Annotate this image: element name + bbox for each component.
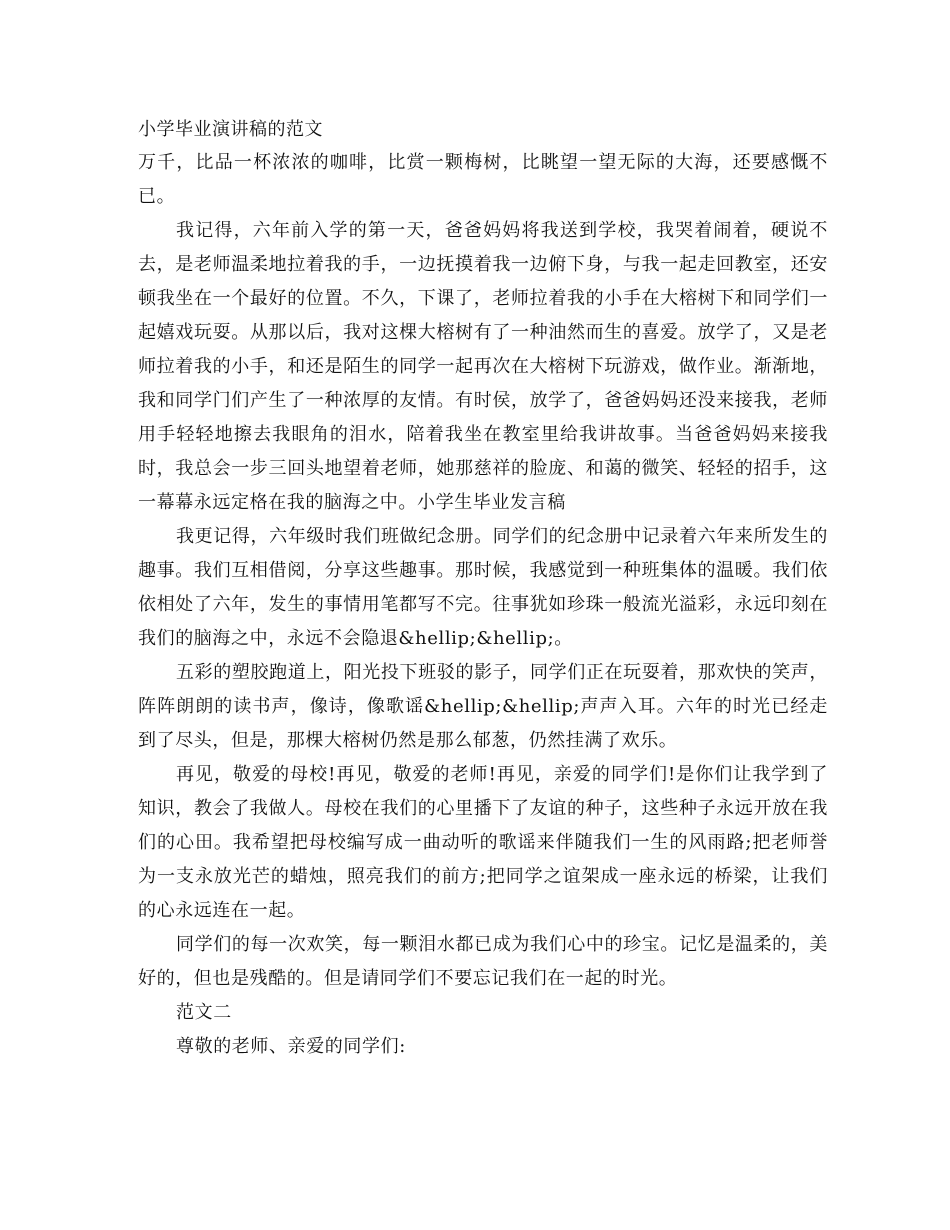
paragraph-4: 五彩的塑胶跑道上，阳光投下班驳的影子，同学们正在玩耍着，那欢快的笑声，阵阵朗朗的读书声，像诗，像歌谣&hellip;&hellip;声声入耳。六年的时光已经走到了尽头，但是，那棵大榕树仍然是那么郁葱，仍然挂满了欢乐。	[138, 662, 828, 751]
paragraph-1: 万千，比品一杯浓浓的咖啡，比赏一颗梅树，比眺望一望无际的大海，还要感慨不已。	[138, 152, 828, 207]
paragraph-3: 我更记得，六年级时我们班做纪念册。同学们的纪念册中记录着六年来所发生的趣事。我们互相借阅，分享这些趣事。那时候，我感觉到一种班集体的温暖。我们依依相处了六年，发生的事情用笔都写不完。往事犹如珍珠一般流光溢彩，永远印刻在我们的脑海之中，永远不会隐退&hellip;&hellip;。	[138, 526, 828, 649]
paragraph-5: 再见，敬爱的母校!再见，敬爱的老师!再见，亲爱的同学们!是你们让我学到了知识，教会了我做人。母校在我们的心里播下了友谊的种子，这些种子永远开放在我们的心田。我希望把母校编写成一曲动听的歌谣来伴随我们一生的风雨路;把老师誉为一支永放光芒的蜡烛，照亮我们的前方;把同学之谊架成一座永远的桥梁，让我们的心永远连在一起。	[138, 764, 828, 921]
paragraph-2: 我记得，六年前入学的第一天，爸爸妈妈将我送到学校，我哭着闹着，硬说不去，是老师温柔地拉着我的手，一边抚摸着我一边俯下身，与我一起走回教室，还安顿我坐在一个最好的位置。不久，下课了，老师拉着我的小手在大榕树下和同学们一起嬉戏玩耍。从那以后，我对这棵大榕树有了一种油然而生的喜爱。放学了，又是老师拉着我的小手，和还是陌生的同学一起再次在大榕树下玩游戏，做作业。渐渐地，我和同学门们产生了一种浓厚的友情。有时侯，放学了，爸爸妈妈还没来接我，老师用手轻轻地擦去我眼角的泪水，陪着我坐在教室里给我讲故事。当爸爸妈妈来接我时，我总会一步三回头地望着老师，她那慈祥的脸庞、和蔼的微笑、轻轻的招手，这一幕幕永远定格在我的脑海之中。小学生毕业发言稿	[138, 220, 828, 513]
salutation: 尊敬的老师、亲爱的同学们:	[176, 1036, 406, 1057]
document-body	[138, 118, 828, 1064]
section-heading-fanwen-er: 范文二	[176, 1002, 232, 1023]
document-title: 小学毕业演讲稿的范文	[138, 119, 323, 140]
paragraph-6: 同学们的每一次欢笑，每一颗泪水都已成为我们心中的珍宝。记忆是温柔的，美好的，但也是残酷的。但是请同学们不要忘记我们在一起的时光。	[138, 934, 828, 989]
